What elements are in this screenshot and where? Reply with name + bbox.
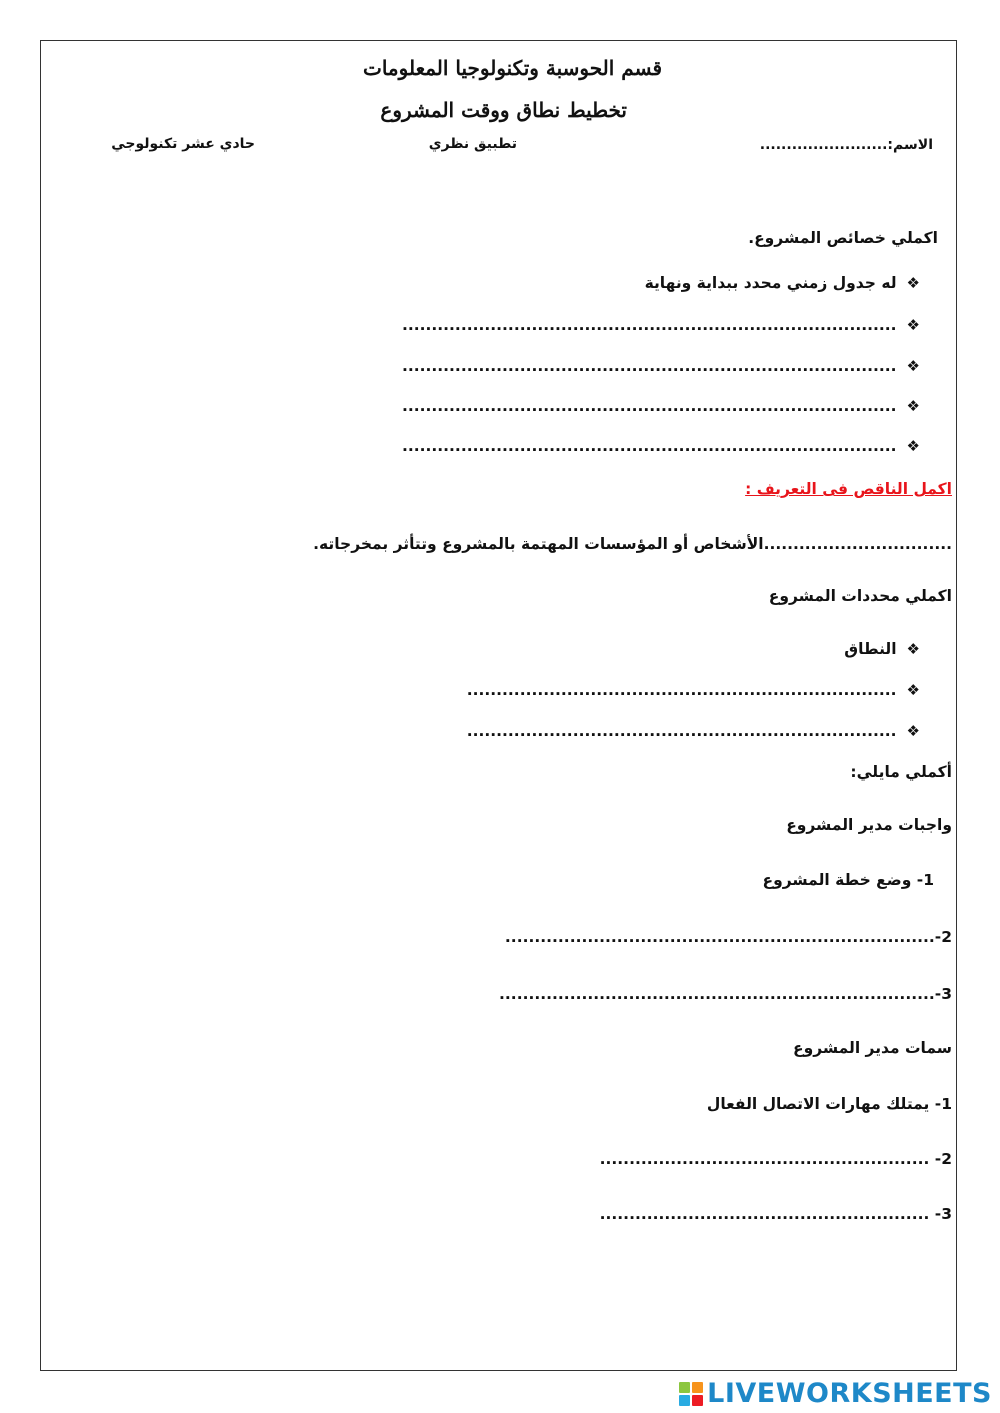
bullet-icon: ❖ [906,316,920,334]
trait-item: 1- يمتلك مهارات الاتصال الفعال [706,1095,952,1113]
blank-line[interactable]: .................................................................................... [401,316,897,334]
constraint-blank[interactable] [467,722,920,740]
liveworksheets-footer[interactable] [679,1378,992,1409]
brand-name[interactable]: LIVEWORKSHEETS [707,1378,992,1409]
characteristic-blank[interactable] [402,397,920,415]
bullet-icon: ❖ [906,357,920,375]
bullet-icon: ❖ [906,722,920,740]
lesson-title: تخطيط نطاق ووقت المشروع [380,98,627,122]
characteristic-blank[interactable] [402,316,920,334]
duty-blank[interactable]: 2-......................................................................... [504,928,952,946]
department-title: قسم الحوسبة وتكنولوجيا المعلومات [362,56,662,80]
logo-square [692,1395,703,1406]
bullet-icon: ❖ [906,274,920,292]
blank-line[interactable]: .................................................................................... [401,397,897,415]
trait-blank[interactable]: 2- ........................................................ [599,1150,952,1168]
section3-heading: اكملي محددات المشروع [768,587,952,605]
bullet-icon: ❖ [906,397,920,415]
characteristic-item [645,274,920,292]
item-text: له جدول زمني محدد ببداية ونهاية [644,274,897,292]
constraint-blank[interactable] [467,681,920,699]
activity-type: تطبيق نظري [428,136,517,152]
duty-item: 1- وضع خطة المشروع [762,871,934,889]
bullet-icon: ❖ [906,640,920,658]
characteristic-blank[interactable] [402,357,920,375]
grade-label: حادي عشر تكنولوجي [111,136,255,152]
duties-heading: واجبات مدير المشروع [786,816,952,834]
liveworksheets-logo-icon [679,1382,703,1406]
blank-line[interactable]: .................................................................................... [401,357,897,375]
bullet-icon: ❖ [906,437,920,455]
section1-heading: اكملي خصائص المشروع. [748,229,938,247]
logo-square [679,1382,690,1393]
logo-square [692,1382,703,1393]
traits-heading: سمات مدير المشروع [793,1039,952,1057]
blank-line[interactable]: ......................................................................... [466,722,897,740]
trait-blank[interactable]: 3- ........................................................ [599,1205,952,1223]
blank-line[interactable]: .................................................................................... [401,437,897,455]
constraint-item [844,640,920,658]
duty-blank[interactable]: 3-.......................................................................... [499,985,952,1003]
item-text: النطاق [844,640,897,658]
logo-square [679,1395,690,1406]
definition-sentence[interactable]: ................................الأشخاص أو المؤسسات المهتمة بالمشروع وتتأثر بمخرجاته. [313,535,952,553]
definition-heading: اكمل الناقص فى التعريف : [745,480,952,498]
blank-line[interactable]: ......................................................................... [466,681,897,699]
bullet-icon: ❖ [906,681,920,699]
characteristic-blank[interactable] [402,437,920,455]
section4-heading: أكملي مايلي: [850,763,952,781]
student-name-field[interactable]: الاسم:........................ [759,137,933,153]
